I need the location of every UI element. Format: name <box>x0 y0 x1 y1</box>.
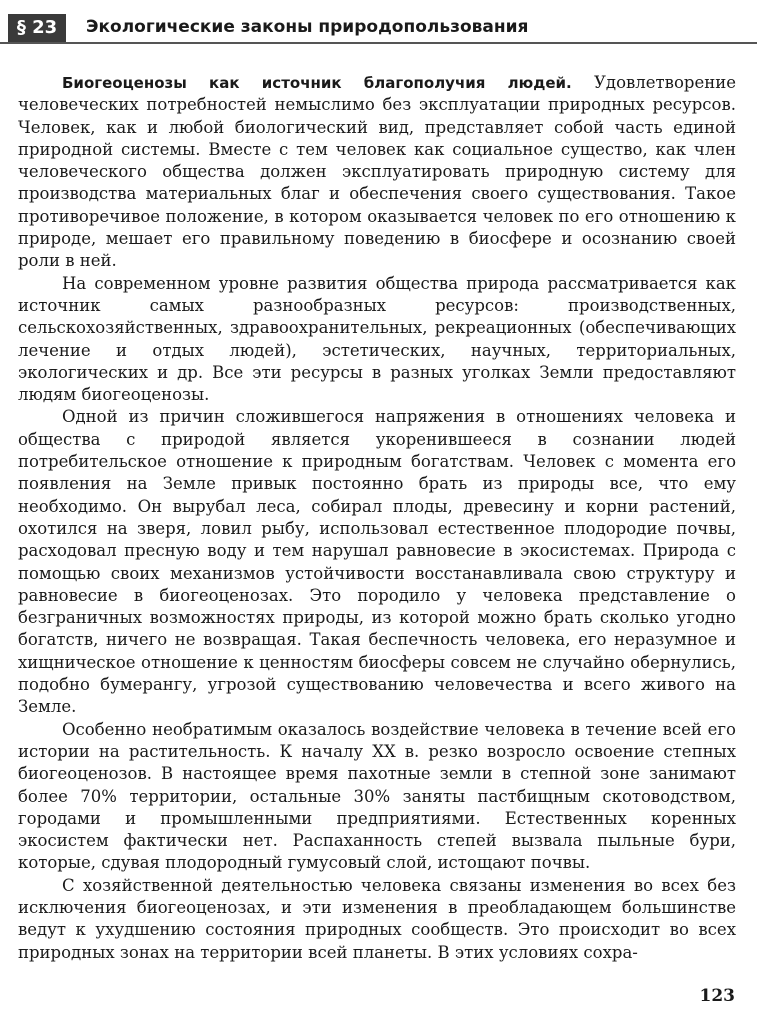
paragraph-text: Удовлетворение человеческих потребностей немыслимо без эксплуатации природных ресурсов. Человек, как и любой биологический вид, представляет собой часть единой природной системы. Вместе с тем человек как социальное существо, как член человеческого общества должен эксплуатировать природную систему для производства материальных благ и обеспечения своего существования. Такое противоречивое положение, в котором оказывается человек по его отношению к природе, мешает его правильному поведению в биосфере и осознанию своей роли в ней. <box>18 73 736 271</box>
paragraph-3: Одной из причин сложившегося напряжения в отношениях человека и общества с природой является укоренившееся в сознании людей потребительское отношение к природным богатствам. Человек с момента его появления на Земле привык постоянно брать из природы все, что ему необходимо. Он вырубал леса, собирал плоды, древесину и корни растений, охотился на зверя, ловил рыбу, использовал естественное плодородие почвы, расходовал пресную воду и тем нарушал равновесие в экосистемах. Природа с помощью своих механизмов устойчивости восстанавливала свою структуру и равновесие в биогеоценозах. Это породило у человека представление о безграничных возможностях природы, из которой можно брать сколько угодно богатств, ничего не возвращая. Такая беспечность человека, его неразумное и хищническое отношение к ценностям биосферы совсем не случайно обернулись, подобно бумерангу, угрозой существованию человечества и всего живого на Земле. <box>18 407 736 717</box>
paragraph-5: С хозяйственной деятельностью человека связаны изменения во всех без исключения биогеоценозах, и эти изменения в преобладающем большинстве ведут к ухудшению состояния природных сообществ. Это происходит во всех природных зонах на территории всей планеты. В этих условиях сохра- <box>18 875 736 962</box>
paragraph-heading: Биогеоценозы как источник благополучия людей. <box>62 74 572 92</box>
chapter-title: Экологические законы природопользования <box>86 17 529 37</box>
paragraph-2: На современном уровне развития общества природа рассматривается как источник самых разнообразных ресурсов: производственных, сельскохозяйственных, здравоохранительных, рекреационных (обеспечивающих лечение и отдых людей), эстетических, научных, территориальных, экологических и др. Все эти ресурсы в разных уголках Земли предоставляют людям биогеоценозы. <box>18 273 736 405</box>
section-number-badge: § 23 <box>8 14 66 42</box>
paragraph-4: Особенно необратимым оказалось воздействие человека в течение всей его истории на растительность. К началу XX в. резко возросло освоение степных биогеоценозов. В настоящее время пахотные земли в степной зоне занимают более 70% территории, остальные 30% заняты пастбищным скотоводством, городами и промышленными предприятиями. Естественных коренных экосистем фактически нет. Распаханность степей вызвала пыльные бури, которые, сдувая плодородный гумусовый слой, истощают почвы. <box>18 719 736 873</box>
page-header <box>0 10 757 44</box>
body-text <box>18 72 736 964</box>
paragraph-1 <box>18 72 736 273</box>
page-number: 123 <box>699 986 735 1006</box>
